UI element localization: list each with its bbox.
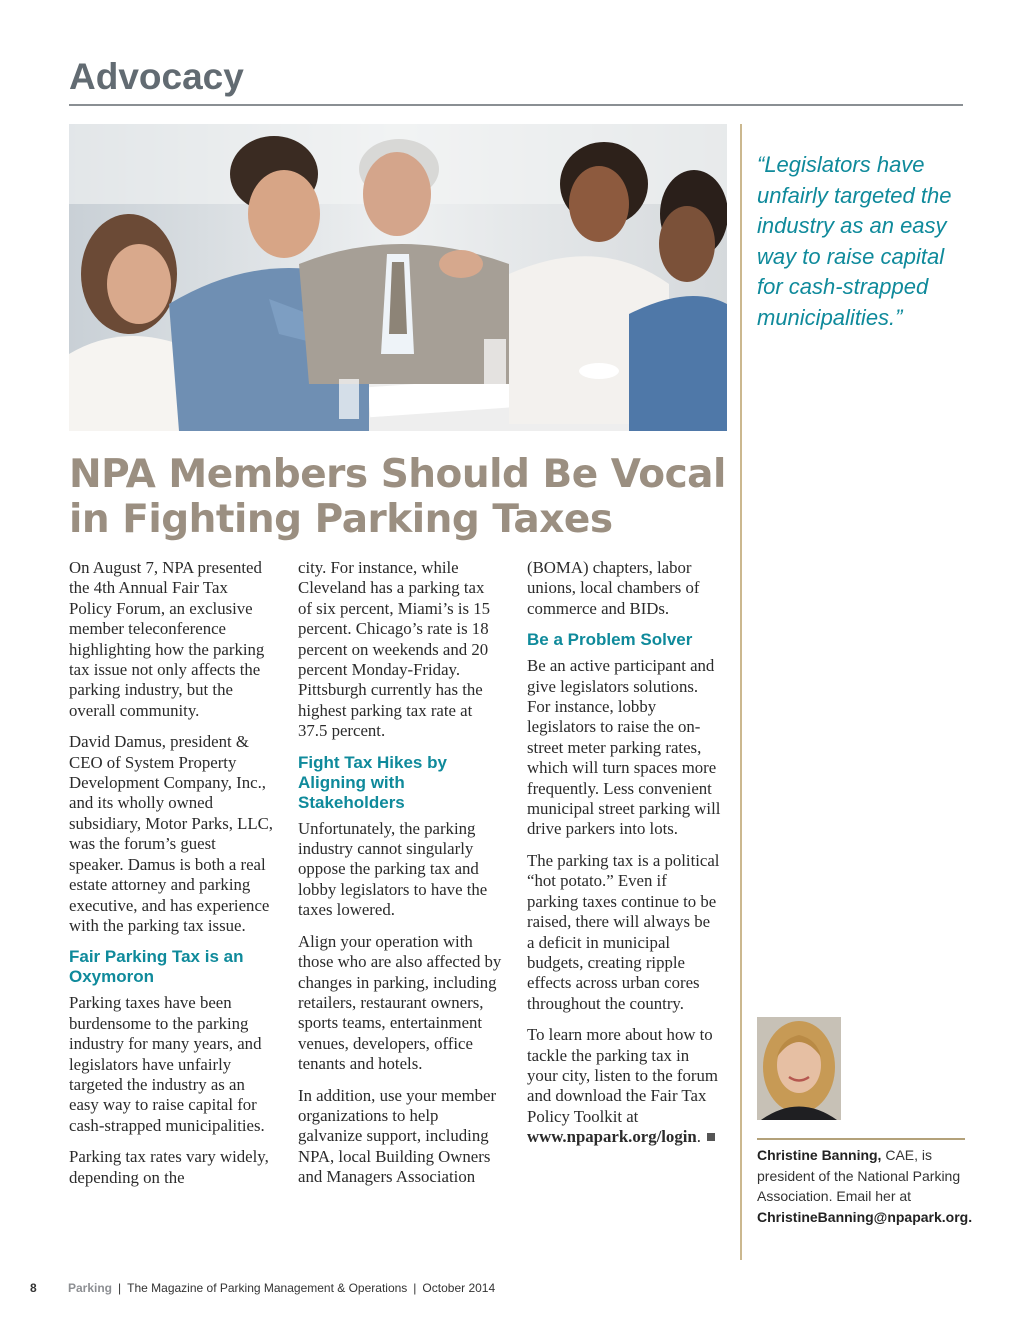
author-email[interactable]: ChristineBanning@npapark.org. — [757, 1208, 973, 1225]
subheading: Be a Problem Solver — [527, 630, 693, 650]
section-title: Advocacy — [69, 56, 244, 97]
magazine-name: Parking — [68, 1281, 113, 1295]
toolkit-link[interactable]: www.npapark.org/login — [527, 1127, 697, 1147]
closing-text: To learn more about how to tackle the parking tax in your city, listen to the forum and download the Fair Tax Policy Toolkit at — [527, 1025, 718, 1126]
paragraph: On August 7, NPA presented the 4th Annual Fair Tax Policy Forum, an exclusive member teleconference highlighting how the parking tax issue not only affects the parking industry, but the overall community. — [69, 558, 265, 720]
paragraph-closing — [527, 1025, 721, 1147]
meeting-photo — [69, 124, 727, 431]
page-footer — [30, 1281, 495, 1295]
paragraph: The parking tax is a political “hot potato.” Even if parking taxes continue to be raised, there will always be a deficit in municipal budgets, creating ripple effects across urban cores throughout the country. — [527, 850, 720, 1013]
paragraph: Unfortunately, the parking industry cannot singularly oppose the parking tax and lobby legislators to have the taxes lowered. — [298, 818, 488, 920]
subheading: Fair Parking Tax is an Oxymoron — [69, 947, 244, 987]
column-divider — [740, 124, 742, 1260]
paragraph: Be an active participant and give legislators solutions. For instance, lobby legislators to raise the on-street meter parking rates, which will turn spaces more frequently. Less convenient municipal street parking will drive parkers into lots. — [527, 656, 721, 839]
paragraph: David Damus, president & CEO of System Property Development Company, Inc., and its wholly owned subsidiary, Motor Parks, LLC, was the forum’s guest speaker. Damus is both a real estate attorney and parking executive, and has experience with the parking tax issue. — [69, 732, 274, 935]
article-column-2 — [298, 558, 502, 1199]
pull-quote: “Legislators have unfairly targeted the industry as an easy way to raise capital for cash-strapped municipalities.” — [757, 152, 952, 330]
article-column-3 — [527, 558, 721, 1159]
page-number: 8 — [30, 1281, 37, 1295]
bio-divider — [757, 1138, 965, 1140]
author-name: Christine Banning, — [757, 1147, 882, 1163]
issue-date: October 2014 — [422, 1281, 496, 1295]
paragraph: city. For instance, while Cleveland has a parking tax of six percent, Miami’s is 15 percent. Chicago’s rate is 18 percent on weekends and 20 percent Monday-Friday. Pittsburgh currently has the highest parking tax rate at 37.5 percent. — [298, 558, 491, 741]
section-divider — [69, 104, 963, 106]
paragraph: In addition, use your member organizations to help galvanize support, including NPA, local Building Owners and Managers Association — [298, 1085, 497, 1187]
magazine-subtitle: The Magazine of Parking Management & Operations — [127, 1281, 408, 1295]
end-mark-icon — [707, 1133, 715, 1141]
author-description: CAE, is president of the National Parking Association. Email her at — [757, 1147, 961, 1204]
author-bio — [757, 1145, 973, 1227]
closing-period: . — [696, 1127, 701, 1147]
article-headline: NPA Members Should Be Vocal in Fighting Parking Taxes — [69, 452, 726, 542]
paragraph: (BOMA) chapters, labor unions, local chambers of commerce and BIDs. — [527, 558, 700, 618]
footer-separator: | — [413, 1281, 417, 1295]
paragraph: Parking taxes have been burdensome to the parking industry for many years, and legislators have unfairly targeted the industry as an easy way to raise capital for cash-strapped municipalities. — [69, 993, 265, 1135]
paragraph: Parking tax rates vary widely, depending on the — [69, 1147, 269, 1187]
subheading: Fight Tax Hikes by Aligning with Stakeholders — [298, 752, 447, 812]
footer-separator: | — [118, 1281, 122, 1295]
article-column-1 — [69, 558, 273, 1199]
paragraph: Align your operation with those who are also affected by changes in parking, including retailers, restaurant owners, sports teams, entertainment venues, developers, office tenants and hotels. — [298, 931, 502, 1074]
author-photo — [757, 1017, 841, 1120]
